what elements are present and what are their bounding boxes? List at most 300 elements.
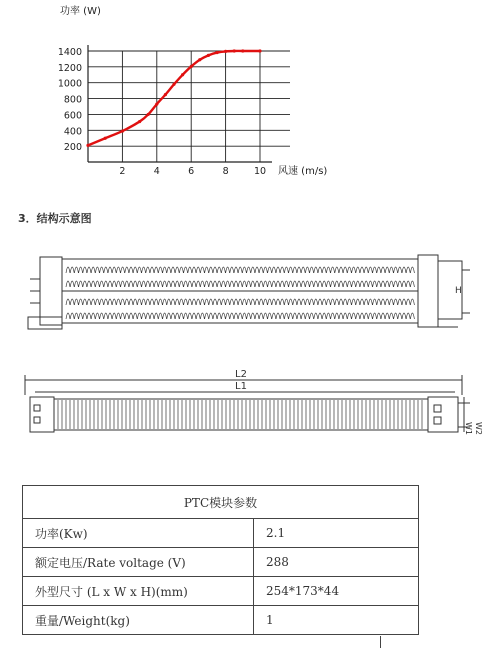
- fin-wave: [79, 299, 83, 305]
- w1-label: W1: [464, 422, 473, 435]
- fin-wave: [192, 299, 196, 305]
- fin-wave: [150, 267, 154, 273]
- right-end-cap: [418, 255, 438, 327]
- fin-wave: [394, 313, 398, 319]
- fin-wave: [125, 313, 129, 319]
- y-tick-label: 1200: [57, 62, 82, 74]
- fin-wave: [192, 281, 196, 287]
- fin-wave: [335, 281, 339, 287]
- fin-wave: [213, 313, 217, 319]
- fin-wave: [230, 267, 234, 273]
- fin-wave: [385, 281, 389, 287]
- fin-wave: [125, 299, 129, 305]
- fin-wave: [251, 267, 255, 273]
- fin-wave: [95, 267, 99, 273]
- left-end-cap: [40, 257, 62, 325]
- fin-wave: [385, 313, 389, 319]
- fin-wave: [259, 281, 263, 287]
- fin-wave: [268, 313, 272, 319]
- fin-wave: [268, 281, 272, 287]
- fin-wave: [263, 267, 267, 273]
- fin-wave: [83, 299, 87, 305]
- fin-wave: [242, 281, 246, 287]
- y-tick-label: 1400: [57, 47, 82, 58]
- fin-wave: [158, 267, 162, 273]
- fin-wave: [322, 313, 326, 319]
- fin-wave: [364, 313, 368, 319]
- fin-wave: [121, 299, 125, 305]
- fin-wave: [213, 299, 217, 305]
- fin-wave: [91, 299, 95, 305]
- fin-wave: [385, 299, 389, 305]
- fin-wave: [129, 299, 133, 305]
- fin-wave: [66, 267, 70, 273]
- fin-wave: [326, 299, 330, 305]
- data-point: [258, 49, 261, 52]
- row-value: 254*173*44: [254, 577, 419, 606]
- data-point: [224, 50, 227, 53]
- fin-wave: [100, 267, 104, 273]
- height-label: H: [455, 286, 462, 296]
- fin-wave: [221, 267, 225, 273]
- fin-wave: [104, 299, 108, 305]
- fin-wave: [339, 313, 343, 319]
- fin-wave: [410, 267, 414, 273]
- fin-wave: [179, 267, 183, 273]
- fin-wave: [112, 281, 116, 287]
- fin-wave: [381, 313, 385, 319]
- data-point: [121, 129, 124, 132]
- fin-wave: [91, 267, 95, 273]
- fin-wave: [263, 313, 267, 319]
- fin-wave: [91, 313, 95, 319]
- fin-wave: [347, 313, 351, 319]
- fin-wave: [377, 267, 381, 273]
- fin-wave: [276, 299, 280, 305]
- fin-wave: [163, 281, 167, 287]
- fin-wave: [87, 313, 91, 319]
- fin-wave: [188, 313, 192, 319]
- fin-wave: [184, 313, 188, 319]
- fin-wave: [263, 299, 267, 305]
- fin-wave: [259, 313, 263, 319]
- fin-wave: [297, 267, 301, 273]
- data-point: [164, 93, 167, 96]
- fin-wave: [301, 299, 305, 305]
- l2-label: L2: [235, 369, 247, 380]
- fin-wave: [377, 281, 381, 287]
- fin-wave: [238, 299, 242, 305]
- table-edge-mark: [380, 636, 381, 648]
- fin-wave: [133, 299, 137, 305]
- fin-wave: [368, 267, 372, 273]
- fin-wave: [175, 313, 179, 319]
- x-tick-label: 4: [153, 166, 160, 177]
- fin-wave: [158, 281, 162, 287]
- fin-wave: [87, 281, 91, 287]
- fin-wave: [74, 299, 78, 305]
- fin-wave: [352, 313, 356, 319]
- fin-wave: [137, 281, 141, 287]
- table-row: [23, 577, 419, 606]
- fin-wave: [221, 313, 225, 319]
- fin-wave: [133, 267, 137, 273]
- fin-wave: [217, 267, 221, 273]
- heater-top-view-diagram: [0, 245, 500, 340]
- fin-wave: [179, 281, 183, 287]
- fin-wave: [192, 313, 196, 319]
- chart-xlabel: 风速 (m/s): [278, 166, 328, 177]
- fin-wave: [100, 299, 104, 305]
- fin-wave: [209, 299, 213, 305]
- fin-wave: [221, 299, 225, 305]
- fin-wave: [356, 281, 360, 287]
- fin-wave: [171, 299, 175, 305]
- l1-label: L1: [235, 381, 247, 392]
- fin-wave: [154, 299, 158, 305]
- fin-wave: [230, 313, 234, 319]
- fin-wave: [259, 299, 263, 305]
- fin-wave: [175, 281, 179, 287]
- fin-wave: [108, 313, 112, 319]
- fin-wave: [116, 313, 120, 319]
- fin-wave: [263, 281, 267, 287]
- fin-wave: [318, 299, 322, 305]
- fin-wave: [347, 281, 351, 287]
- fin-wave: [179, 299, 183, 305]
- fin-wave: [238, 281, 242, 287]
- fin-wave: [230, 299, 234, 305]
- row-label: 功率(Kw): [23, 519, 254, 548]
- fin-wave: [137, 313, 141, 319]
- fin-wave: [175, 267, 179, 273]
- fin-wave: [326, 281, 330, 287]
- chart-y-tick-labels: [58, 47, 82, 153]
- fin-wave: [171, 313, 175, 319]
- fin-wave: [247, 313, 251, 319]
- fin-wave: [142, 299, 146, 305]
- fin-wave: [272, 281, 276, 287]
- fin-wave: [280, 281, 284, 287]
- fin-wave: [91, 281, 95, 287]
- fin-wave: [125, 267, 129, 273]
- fin-wave: [385, 267, 389, 273]
- fin-wave: [188, 299, 192, 305]
- fin-wave: [226, 299, 230, 305]
- fin-wave: [66, 313, 70, 319]
- fin-wave: [95, 281, 99, 287]
- fin-wave: [389, 267, 393, 273]
- fin-wave: [255, 313, 259, 319]
- chart-ylabel: 功率 (W): [60, 6, 101, 17]
- data-point: [155, 103, 158, 106]
- fin-wave: [213, 281, 217, 287]
- fin-wave: [188, 281, 192, 287]
- fin-wave: [209, 313, 213, 319]
- fin-wave: [200, 281, 204, 287]
- y-tick-label: 600: [63, 110, 82, 122]
- fin-wave: [137, 267, 141, 273]
- fin-wave: [268, 299, 272, 305]
- fin-wave: [322, 267, 326, 273]
- fin-wave: [394, 267, 398, 273]
- fin-wave: [129, 267, 133, 273]
- fin-wave: [289, 267, 293, 273]
- fin-wave: [242, 267, 246, 273]
- fin-wave: [314, 299, 318, 305]
- fin-wave: [389, 281, 393, 287]
- fin-wave: [276, 281, 280, 287]
- heater-side-view-diagram: [0, 365, 500, 445]
- fin-wave: [280, 313, 284, 319]
- fin-wave: [364, 281, 368, 287]
- fin-wave: [410, 281, 414, 287]
- fin-wave: [226, 267, 230, 273]
- row-value: 288: [254, 548, 419, 577]
- fin-wave: [104, 313, 108, 319]
- y-tick-label: 400: [63, 126, 82, 138]
- fin-wave: [167, 299, 171, 305]
- fin-wave: [293, 281, 297, 287]
- fin-wave: [121, 313, 125, 319]
- fin-wave: [175, 299, 179, 305]
- fin-wave: [171, 267, 175, 273]
- fin-wave: [356, 299, 360, 305]
- fin-wave: [343, 299, 347, 305]
- fin-wave: [196, 281, 200, 287]
- fin-wave: [205, 267, 209, 273]
- fin-wave: [373, 267, 377, 273]
- fin-wave: [364, 267, 368, 273]
- fin-wave: [284, 313, 288, 319]
- fin-wave: [289, 281, 293, 287]
- y-tick-label: 200: [63, 142, 82, 154]
- fin-wave: [352, 299, 356, 305]
- fin-wave: [154, 267, 158, 273]
- fin-wave: [230, 281, 234, 287]
- fin-wave: [318, 313, 322, 319]
- fin-wave: [406, 281, 410, 287]
- data-point: [207, 54, 210, 57]
- fin-wave: [95, 299, 99, 305]
- fin-wave: [394, 281, 398, 287]
- fin-wave: [137, 299, 141, 305]
- fin-wave: [247, 281, 251, 287]
- fin-wave: [339, 281, 343, 287]
- fin-wave: [158, 313, 162, 319]
- fin-wave: [305, 313, 309, 319]
- fin-wave: [251, 281, 255, 287]
- left-foot: [28, 317, 62, 329]
- data-point: [233, 49, 236, 52]
- fin-wave: [373, 313, 377, 319]
- heating-fins: [66, 267, 414, 319]
- fin-wave: [381, 267, 385, 273]
- fin-wave: [402, 299, 406, 305]
- fin-wave: [314, 281, 318, 287]
- fin-wave: [108, 281, 112, 287]
- fin-wave: [255, 267, 259, 273]
- data-point: [86, 144, 89, 147]
- fin-wave: [167, 313, 171, 319]
- fin-wave: [322, 299, 326, 305]
- data-point: [190, 65, 193, 68]
- data-point: [198, 58, 201, 61]
- fin-wave: [129, 281, 133, 287]
- w2-label: W2: [474, 422, 483, 435]
- power-wind-chart: [0, 0, 500, 200]
- fin-wave: [343, 267, 347, 273]
- section-title: 3．结构示意图: [18, 212, 92, 225]
- fin-wave: [217, 299, 221, 305]
- fin-wave: [373, 299, 377, 305]
- fin-wave: [184, 267, 188, 273]
- fin-wave: [112, 267, 116, 273]
- fin-wave: [305, 299, 309, 305]
- fin-wave: [200, 299, 204, 305]
- fin-wave: [331, 313, 335, 319]
- side-left-cap: [30, 397, 54, 432]
- fin-wave: [280, 299, 284, 305]
- fin-wave: [171, 281, 175, 287]
- fin-wave: [347, 299, 351, 305]
- fin-wave: [305, 281, 309, 287]
- fin-wave: [79, 313, 83, 319]
- fin-wave: [234, 313, 238, 319]
- fin-wave: [297, 281, 301, 287]
- fin-wave: [305, 267, 309, 273]
- fin-wave: [226, 313, 230, 319]
- fin-wave: [234, 281, 238, 287]
- side-right-cap: [428, 397, 458, 432]
- fin-wave: [398, 281, 402, 287]
- fin-wave: [389, 313, 393, 319]
- fin-wave: [209, 281, 213, 287]
- fin-wave: [314, 313, 318, 319]
- data-point: [138, 120, 141, 123]
- fin-wave: [66, 281, 70, 287]
- fin-wave: [217, 313, 221, 319]
- fin-wave: [360, 281, 364, 287]
- fin-wave: [247, 299, 251, 305]
- fin-wave: [79, 281, 83, 287]
- fin-wave: [205, 281, 209, 287]
- fin-wave: [74, 313, 78, 319]
- fin-wave: [142, 313, 146, 319]
- fin-wave: [343, 281, 347, 287]
- fin-wave: [398, 267, 402, 273]
- fin-wave: [251, 299, 255, 305]
- fin-wave: [150, 281, 154, 287]
- table-title: PTC模块参数: [23, 486, 419, 519]
- data-point: [215, 51, 218, 54]
- fin-wave: [331, 299, 335, 305]
- fin-wave: [251, 313, 255, 319]
- fin-wave: [238, 267, 242, 273]
- fin-wave: [314, 267, 318, 273]
- fin-wave: [381, 299, 385, 305]
- fin-wave: [133, 281, 137, 287]
- fin-wave: [335, 299, 339, 305]
- fin-wave: [318, 281, 322, 287]
- fin-wave: [196, 313, 200, 319]
- fin-wave: [368, 281, 372, 287]
- chart-grid: [88, 45, 290, 162]
- fin-wave: [87, 267, 91, 273]
- fin-wave: [66, 299, 70, 305]
- fin-wave: [322, 281, 326, 287]
- fin-wave: [310, 267, 314, 273]
- fin-wave: [356, 267, 360, 273]
- fin-wave: [377, 313, 381, 319]
- fin-wave: [70, 267, 74, 273]
- fin-wave: [238, 313, 242, 319]
- row-label: 重量/Weight(kg): [23, 606, 254, 635]
- fin-wave: [125, 281, 129, 287]
- fin-wave: [247, 267, 251, 273]
- fin-wave: [192, 267, 196, 273]
- fin-wave: [129, 313, 133, 319]
- ptc-spec-table: [22, 485, 419, 635]
- fin-wave: [398, 299, 402, 305]
- fin-wave: [301, 313, 305, 319]
- x-tick-label: 6: [188, 166, 195, 177]
- fin-wave: [356, 313, 360, 319]
- fin-wave: [268, 267, 272, 273]
- fin-wave: [221, 281, 225, 287]
- row-value: 1: [254, 606, 419, 635]
- x-tick-label: 10: [253, 166, 267, 177]
- fin-wave: [142, 267, 146, 273]
- fin-wave: [154, 313, 158, 319]
- fin-wave: [163, 299, 167, 305]
- data-point: [181, 73, 184, 76]
- fin-wave: [347, 267, 351, 273]
- fin-wave: [406, 299, 410, 305]
- fin-wave: [163, 267, 167, 273]
- fin-wave: [381, 281, 385, 287]
- fin-wave: [108, 299, 112, 305]
- fin-wave: [83, 267, 87, 273]
- fin-wave: [196, 267, 200, 273]
- fin-wave: [297, 299, 301, 305]
- fin-wave: [112, 299, 116, 305]
- fin-wave: [339, 299, 343, 305]
- fin-wave: [402, 267, 406, 273]
- fin-wave: [297, 313, 301, 319]
- fin-wave: [213, 267, 217, 273]
- fin-wave: [121, 281, 125, 287]
- fin-wave: [284, 299, 288, 305]
- fin-wave: [116, 267, 120, 273]
- chart-x-tick-labels: [119, 166, 266, 177]
- y-tick-label: 800: [63, 94, 82, 106]
- data-point: [241, 49, 244, 52]
- fin-wave: [310, 313, 314, 319]
- fin-wave: [293, 299, 297, 305]
- fin-wave: [255, 281, 259, 287]
- fin-wave: [360, 313, 364, 319]
- fin-wave: [410, 313, 414, 319]
- fin-wave: [377, 299, 381, 305]
- fin-wave: [272, 313, 276, 319]
- fin-wave: [146, 299, 150, 305]
- table-row: [23, 548, 419, 577]
- fin-wave: [196, 299, 200, 305]
- fin-wave: [360, 299, 364, 305]
- fin-wave: [276, 267, 280, 273]
- fin-wave: [272, 299, 276, 305]
